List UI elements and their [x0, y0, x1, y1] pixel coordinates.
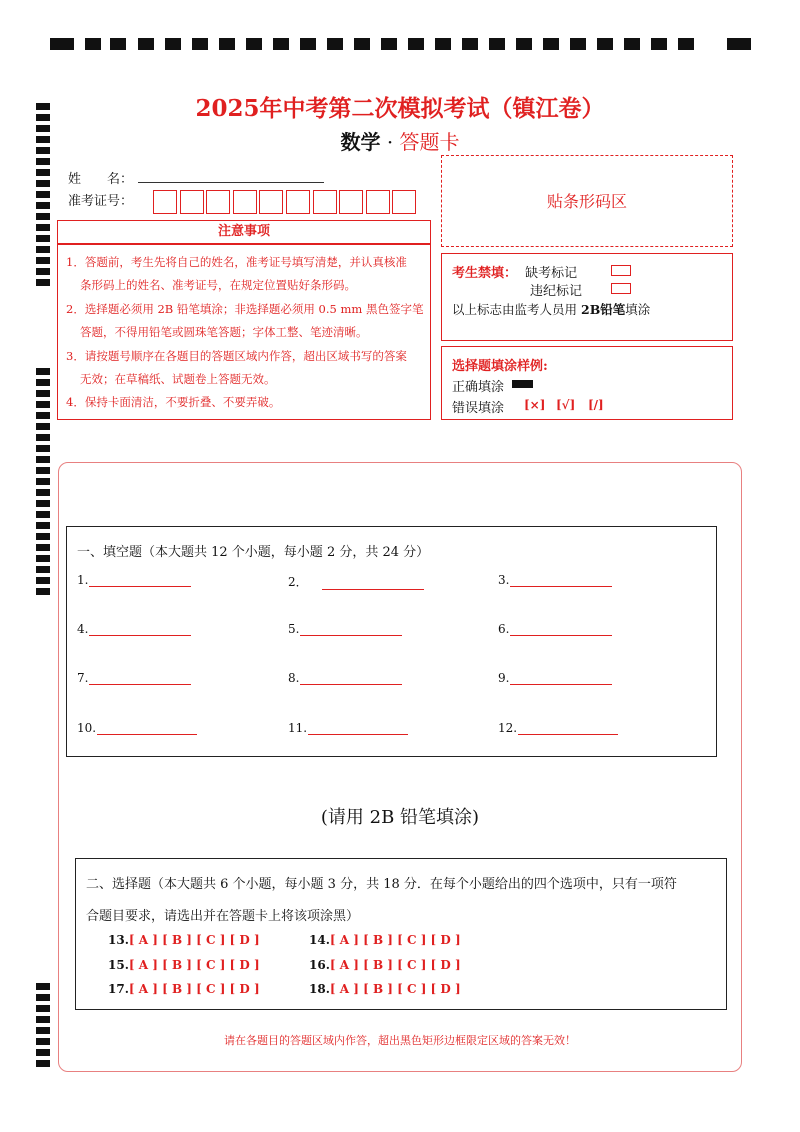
side-timing-mark	[36, 423, 50, 430]
choice-question[interactable]	[309, 982, 461, 996]
side-timing-mark	[36, 412, 50, 419]
side-timing-mark	[36, 279, 50, 286]
exam-id-digit-box[interactable]	[313, 190, 337, 214]
blank-number: 10.	[77, 721, 97, 735]
side-marks-bottom	[36, 983, 50, 1071]
timing-mark	[435, 38, 451, 50]
exam-id-digit-box[interactable]	[339, 190, 363, 214]
side-marks-middle	[36, 368, 50, 599]
blank-item	[77, 573, 191, 587]
blank-number: 9.	[498, 671, 510, 685]
question-number: 13.	[108, 933, 129, 947]
blank-number: 1.	[77, 573, 89, 587]
blank-item	[498, 622, 612, 636]
note-line: 1．答题前，考生先将自己的姓名，准考证号填写清楚，并认真核准	[66, 255, 407, 269]
section2-title-line2: 合题目要求，请选出并在答题卡上将该项涂黑）	[86, 909, 360, 924]
timing-mark	[85, 38, 101, 50]
blank-item	[77, 671, 191, 685]
barcode-label: 贴条形码区	[546, 192, 627, 211]
side-timing-mark	[36, 235, 50, 242]
blank-item	[77, 622, 191, 636]
wrong-mark-3: [/]	[588, 398, 604, 412]
timing-mark	[489, 38, 505, 50]
side-timing-mark	[36, 158, 50, 165]
choice-question[interactable]	[309, 958, 461, 972]
question-number: 14.	[309, 933, 330, 947]
blank-answer-line[interactable]	[89, 623, 191, 636]
answer-options[interactable]: [ A ] [ B ] [ C ] [ D ]	[128, 982, 260, 996]
side-timing-mark	[36, 202, 50, 209]
timing-mark	[300, 38, 316, 50]
fill-sample-box	[441, 346, 733, 420]
wrong-mark-1: [×]	[524, 398, 546, 412]
timing-mark	[327, 38, 343, 50]
wrong-mark-2: [√]	[556, 398, 576, 412]
pencil-note: (请用 2B 铅笔填涂)	[320, 807, 480, 828]
side-timing-mark	[36, 1005, 50, 1012]
page-title: 2025年中考第二次模拟考试（镇江卷）	[195, 95, 605, 122]
answer-options[interactable]: [ A ] [ B ] [ C ] [ D ]	[128, 933, 260, 947]
side-timing-mark	[36, 577, 50, 584]
note-line: 答题，不得用铅笔或圆珠笔答题；字体工整、笔迹清晰。	[80, 325, 368, 339]
side-timing-mark	[36, 246, 50, 253]
notes-box	[57, 244, 431, 420]
blank-item	[498, 671, 612, 685]
side-timing-mark	[36, 994, 50, 1001]
side-timing-mark	[36, 522, 50, 529]
subject-label: 数学	[340, 130, 381, 154]
timing-mark	[727, 38, 751, 50]
timing-mark	[570, 38, 586, 50]
absent-mark-box[interactable]	[611, 265, 631, 276]
side-timing-mark	[36, 191, 50, 198]
side-timing-mark	[36, 467, 50, 474]
blank-answer-line[interactable]	[89, 574, 191, 587]
side-timing-mark	[36, 489, 50, 496]
blank-answer-line[interactable]	[308, 722, 408, 735]
timing-mark	[408, 38, 424, 50]
exam-id-digit-box[interactable]	[153, 190, 177, 214]
note-line: 条形码上的姓名、准考证号，在规定位置贴好条形码。	[80, 278, 356, 292]
side-timing-mark	[36, 1060, 50, 1067]
exam-id-digit-box[interactable]	[366, 190, 390, 214]
side-timing-mark	[36, 390, 50, 397]
side-timing-mark	[36, 434, 50, 441]
card-label: 答题卡	[399, 130, 460, 154]
side-timing-mark	[36, 445, 50, 452]
id-label: 准考证号：	[68, 194, 134, 209]
barcode-area	[441, 155, 733, 247]
side-timing-mark	[36, 379, 50, 386]
note-line: 2．选择题必须用 2B 铅笔填涂；非选择题必须用 0.5 mm 黑色签字笔	[66, 302, 424, 316]
question-number: 16.	[309, 958, 330, 972]
subtitle-dot: ·	[386, 130, 394, 154]
choice-question[interactable]	[108, 958, 260, 972]
side-timing-mark	[36, 268, 50, 275]
footer-note: 请在各题目的答题区域内作答，超出黑色矩形边框限定区域的答案无效！	[224, 1034, 576, 1047]
side-timing-mark	[36, 401, 50, 408]
side-timing-mark	[36, 511, 50, 518]
blank-answer-line[interactable]	[300, 623, 402, 636]
sample-title: 选择题填涂样例:	[452, 359, 548, 374]
exam-id-digit-box[interactable]	[286, 190, 310, 214]
blank-number: 7.	[77, 671, 89, 685]
blank-answer-line[interactable]	[89, 672, 191, 685]
side-timing-mark	[36, 588, 50, 595]
answer-options[interactable]: [ A ] [ B ] [ C ] [ D ]	[329, 933, 461, 947]
side-timing-mark	[36, 456, 50, 463]
exam-id-digit-box[interactable]	[180, 190, 204, 214]
name-label: 姓 名：	[68, 172, 134, 187]
blank-item	[498, 573, 612, 587]
side-timing-mark	[36, 566, 50, 573]
blank-number: 12.	[498, 721, 518, 735]
blank-number: 5.	[288, 622, 300, 636]
choice-question[interactable]	[108, 982, 260, 996]
exam-id-digit-box[interactable]	[206, 190, 230, 214]
examinee-forbidden-box	[441, 253, 733, 341]
side-timing-mark	[36, 169, 50, 176]
forbid-note-prefix: 以上标志由监考人员用	[452, 302, 578, 317]
timing-mark	[597, 38, 613, 50]
page-subtitle	[0, 126, 800, 155]
timing-mark	[651, 38, 667, 50]
timing-mark	[110, 38, 126, 50]
correct-label: 正确填涂	[452, 380, 505, 395]
blank-answer-line[interactable]	[510, 574, 612, 587]
violation-mark-box[interactable]	[611, 283, 631, 294]
side-timing-mark	[36, 983, 50, 990]
blank-number: 6.	[498, 622, 510, 636]
timing-mark	[50, 38, 74, 50]
note-line: 4．保持卡面清洁，不要折叠、不要弄破。	[66, 395, 281, 409]
side-timing-mark	[36, 180, 50, 187]
timing-mark	[624, 38, 640, 50]
blank-answer-line[interactable]	[510, 672, 612, 685]
side-timing-mark	[36, 533, 50, 540]
blank-number: 4.	[77, 622, 89, 636]
exam-id-digit-box[interactable]	[392, 190, 416, 214]
blank-item	[288, 573, 424, 590]
blank-item	[77, 721, 197, 735]
absent-label: 缺考标记	[525, 266, 578, 281]
timing-mark	[165, 38, 181, 50]
timing-mark	[462, 38, 478, 50]
blank-number: 11.	[288, 721, 308, 735]
blank-number: 2．	[288, 575, 308, 589]
question-number: 17.	[108, 982, 129, 996]
timing-mark	[192, 38, 208, 50]
blank-number: 3.	[498, 573, 510, 587]
timing-mark	[543, 38, 559, 50]
question-number: 15.	[108, 958, 129, 972]
question-number: 18.	[309, 982, 330, 996]
notes-title: 注意事项	[57, 220, 431, 244]
side-timing-mark	[36, 224, 50, 231]
timing-mark	[678, 38, 694, 50]
answer-options[interactable]: [ A ] [ B ] [ C ] [ D ]	[128, 958, 260, 972]
blank-answer-line[interactable]	[322, 577, 424, 590]
timing-mark	[138, 38, 154, 50]
forbid-note-bold: 2B铅笔	[581, 302, 626, 317]
timing-mark	[246, 38, 262, 50]
timing-mark	[273, 38, 289, 50]
side-timing-mark	[36, 1049, 50, 1056]
side-timing-mark	[36, 478, 50, 485]
choice-question[interactable]	[309, 933, 461, 947]
forbid-note-suffix: 填涂	[625, 302, 651, 317]
side-timing-mark	[36, 368, 50, 375]
blank-item	[288, 721, 408, 735]
blank-number: 8.	[288, 671, 300, 685]
side-timing-mark	[36, 213, 50, 220]
note-line: 无效；在草稿纸、试题卷上答题无效。	[80, 372, 276, 386]
blank-answer-line[interactable]	[510, 623, 612, 636]
blank-item	[288, 622, 402, 636]
blank-answer-line[interactable]	[97, 722, 197, 735]
timing-mark	[381, 38, 397, 50]
answer-options[interactable]: [ A ] [ B ] [ C ] [ D ]	[329, 982, 461, 996]
answer-options[interactable]: [ A ] [ B ] [ C ] [ D ]	[329, 958, 461, 972]
forbid-title: 考生禁填：	[452, 266, 518, 281]
violation-label: 违纪标记	[530, 284, 583, 299]
side-timing-mark	[36, 555, 50, 562]
side-timing-mark	[36, 544, 50, 551]
wrong-label: 错误填涂	[452, 401, 505, 416]
side-timing-mark	[36, 257, 50, 264]
choice-question[interactable]	[108, 933, 260, 947]
blank-item	[288, 671, 402, 685]
forbid-note	[452, 300, 650, 318]
side-timing-mark	[36, 500, 50, 507]
blank-answer-line[interactable]	[518, 722, 618, 735]
section1-title: 一、填空题（本大题共 12 个小题，每小题 2 分，共 24 分）	[77, 545, 430, 560]
timing-mark	[219, 38, 235, 50]
section2-title-line1: 二、选择题（本大题共 6 个小题，每小题 3 分，共 18 分．在每个小题给出的四个选项中，只有一项符	[86, 877, 677, 892]
blank-item	[498, 721, 618, 735]
name-field[interactable]	[138, 182, 324, 183]
exam-id-digit-box[interactable]	[233, 190, 257, 214]
timing-mark	[516, 38, 532, 50]
exam-id-digit-box[interactable]	[259, 190, 283, 214]
blank-answer-line[interactable]	[300, 672, 402, 685]
note-line: 3．请按题号顺序在各题目的答题区域内作答，超出区域书写的答案	[66, 349, 407, 363]
side-timing-mark	[36, 1016, 50, 1023]
timing-mark	[354, 38, 370, 50]
correct-fill-sample	[512, 380, 533, 388]
